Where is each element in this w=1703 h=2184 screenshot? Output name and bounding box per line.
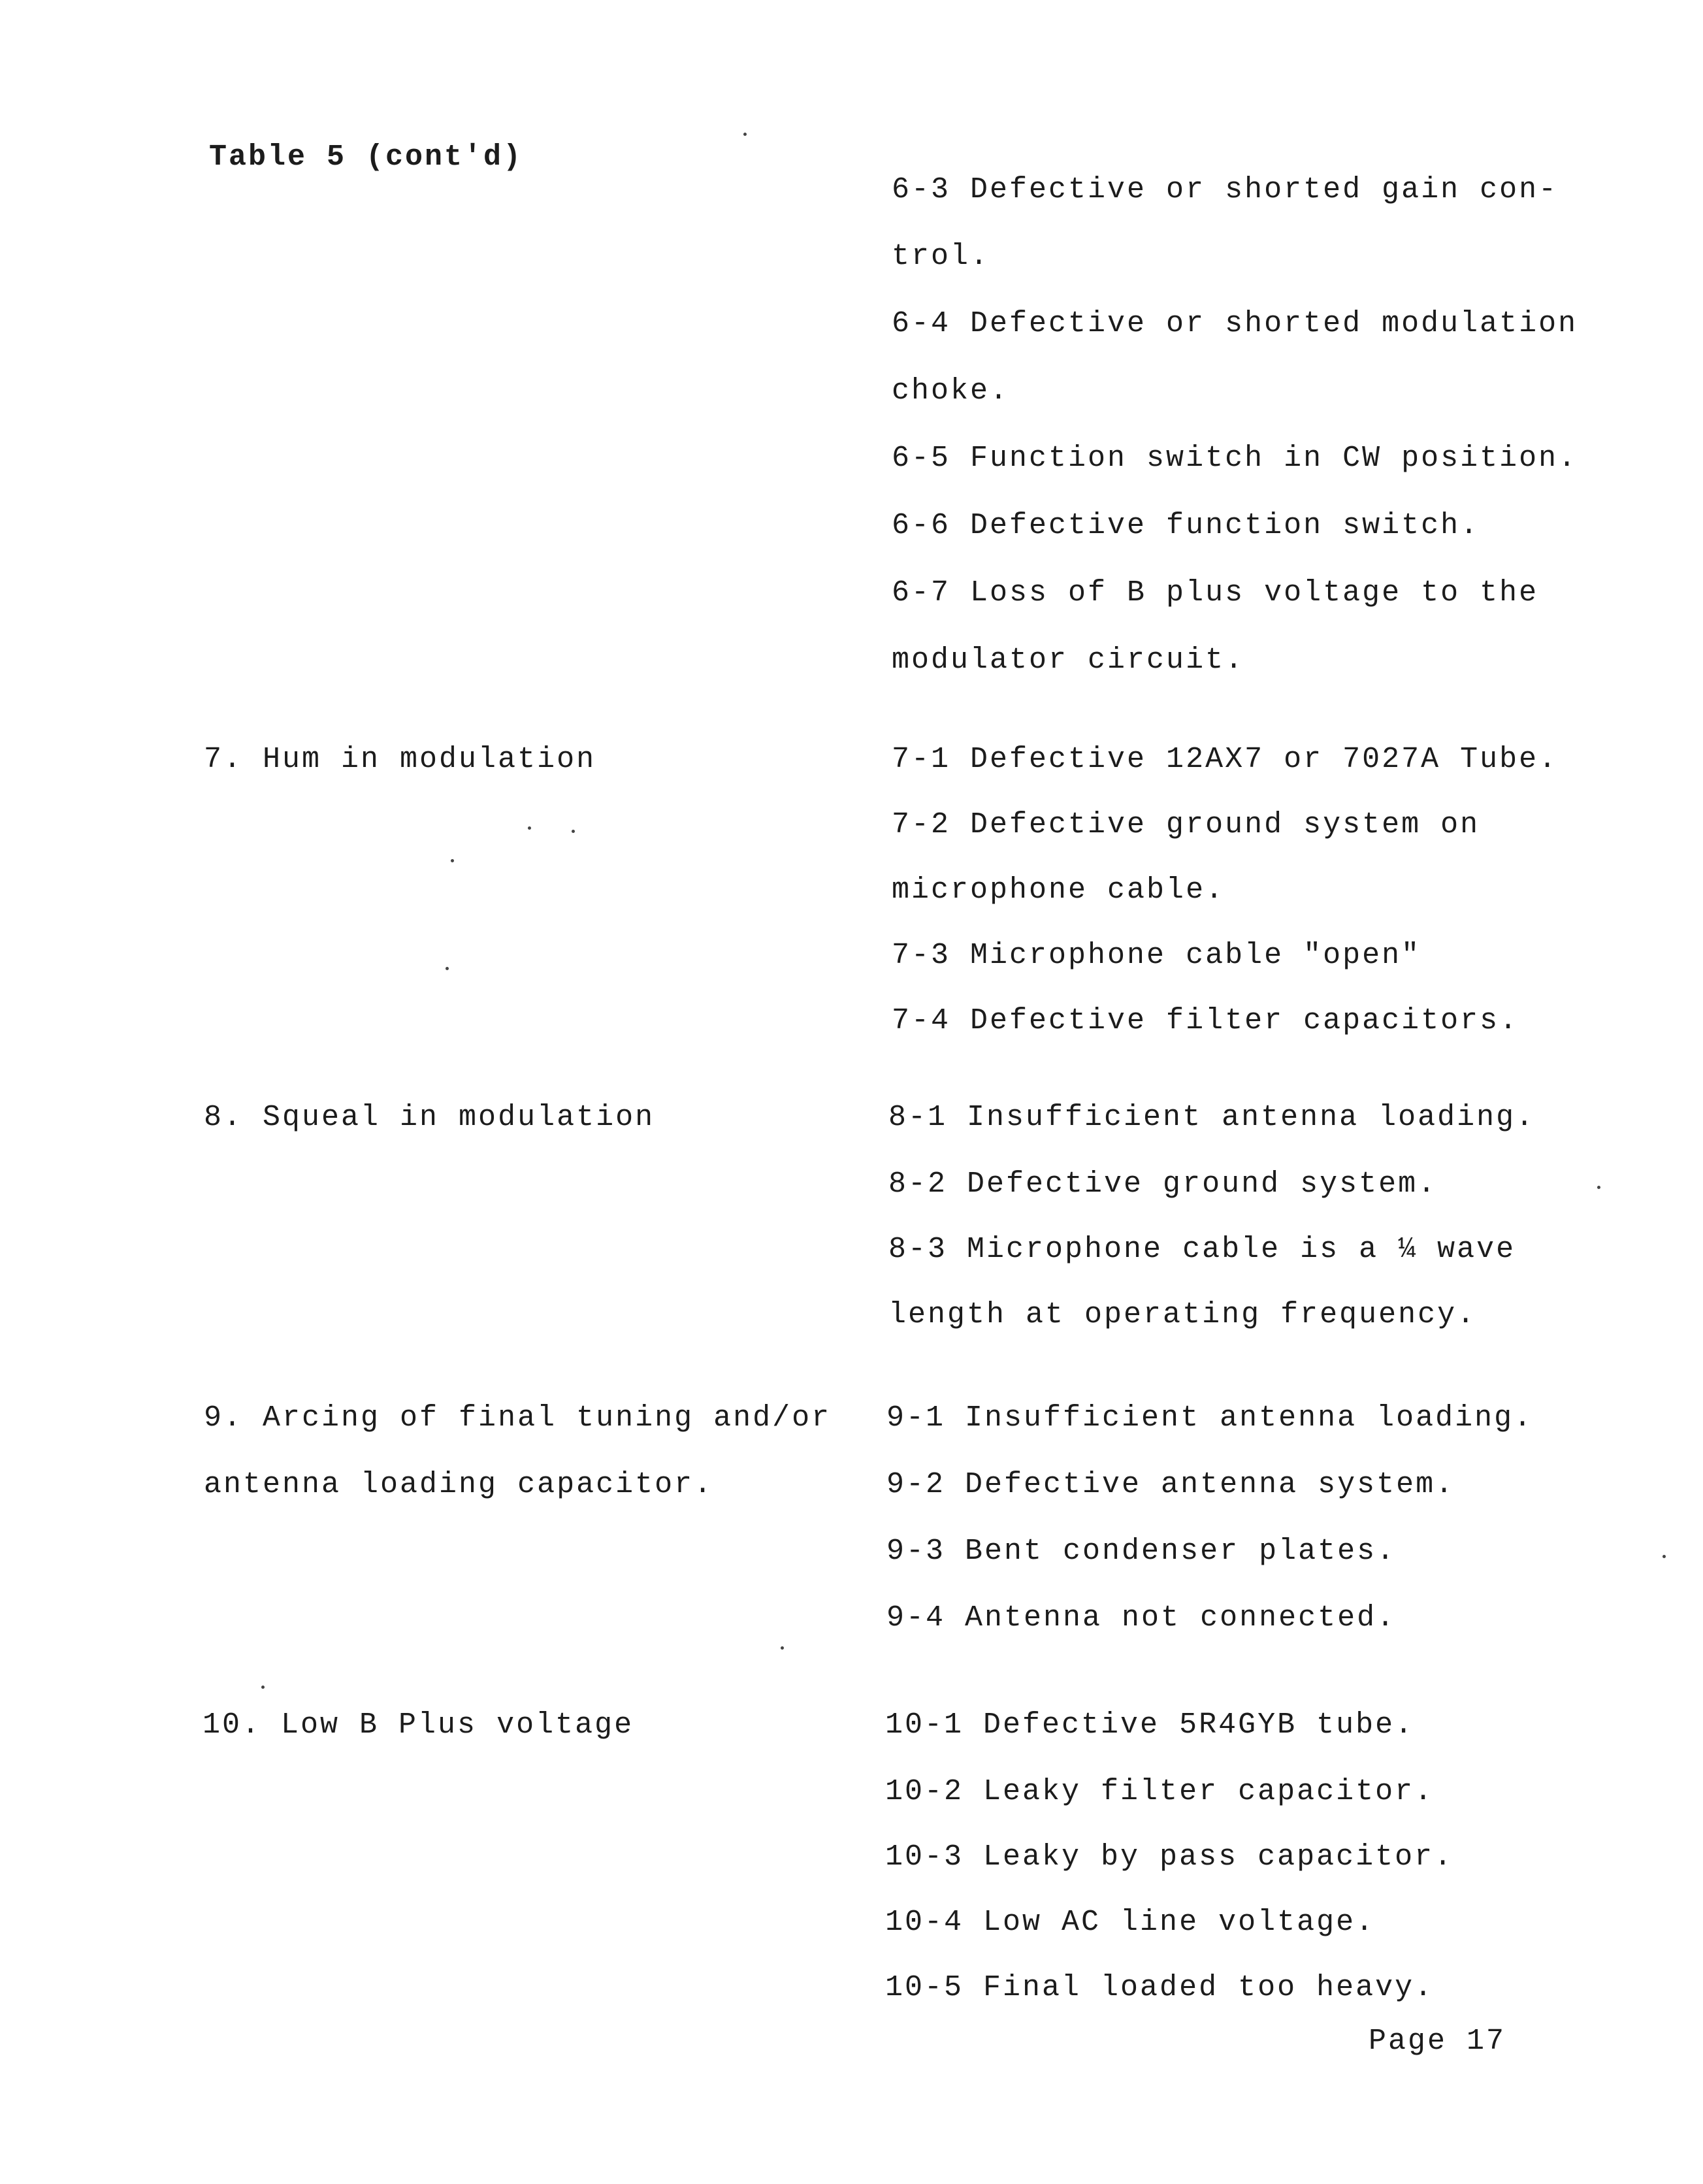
scan-speck: [1597, 1186, 1600, 1189]
cause-6-5: 6-5 Function switch in CW position.: [892, 442, 1578, 475]
trouble-8: 8. Squeal in modulation: [204, 1101, 655, 1134]
cause-8-3-line1: 8-3 Microphone cable is a ¼ wave: [888, 1233, 1516, 1266]
trouble-10: 10. Low B Plus voltage: [203, 1708, 634, 1742]
scan-speck: [451, 859, 454, 862]
cause-7-1: 7-1 Defective 12AX7 or 7027A Tube.: [892, 743, 1559, 776]
cause-6-4-line2: choke.: [892, 374, 1010, 408]
scan-speck: [1662, 1555, 1666, 1558]
cause-6-3-line2: trol.: [892, 240, 990, 273]
cause-9-2: 9-2 Defective antenna system.: [886, 1468, 1455, 1501]
page-number: Page 17: [1369, 2025, 1506, 2058]
cause-6-4-line1: 6-4 Defective or shorted modulation: [892, 307, 1578, 340]
trouble-9-line1: 9. Arcing of final tuning and/or: [204, 1401, 832, 1435]
cause-10-4: 10-4 Low AC line voltage.: [885, 1906, 1376, 1939]
cause-9-3: 9-3 Bent condenser plates.: [886, 1535, 1397, 1568]
trouble-9-line2: antenna loading capacitor.: [204, 1468, 714, 1501]
cause-8-3-line2: length at operating frequency.: [888, 1298, 1477, 1331]
cause-8-2: 8-2 Defective ground system.: [888, 1167, 1438, 1201]
scan-speck: [528, 826, 531, 830]
cause-6-7-line2: modulator circuit.: [892, 644, 1245, 677]
cause-10-1: 10-1 Defective 5R4GYB tube.: [885, 1708, 1415, 1742]
cause-10-2: 10-2 Leaky filter capacitor.: [885, 1775, 1435, 1808]
cause-6-3-line1: 6-3 Defective or shorted gain con-: [892, 173, 1559, 206]
scan-speck: [743, 133, 747, 136]
table-title: Table 5 (cont'd): [209, 140, 523, 174]
cause-10-5: 10-5 Final loaded too heavy.: [885, 1971, 1435, 2004]
cause-9-1: 9-1 Insufficient antenna loading.: [886, 1401, 1534, 1435]
trouble-7: 7. Hum in modulation: [204, 743, 596, 776]
cause-9-4: 9-4 Antenna not connected.: [886, 1601, 1397, 1635]
scan-speck: [572, 830, 575, 833]
cause-10-3: 10-3 Leaky by pass capacitor.: [885, 1840, 1454, 1874]
cause-8-1: 8-1 Insufficient antenna loading.: [888, 1101, 1536, 1134]
scan-speck: [261, 1686, 265, 1689]
cause-7-4: 7-4 Defective filter capacitors.: [892, 1004, 1519, 1037]
cause-7-2-line2: microphone cable.: [892, 873, 1225, 907]
scan-speck: [781, 1646, 784, 1650]
cause-7-3: 7-3 Microphone cable "open": [892, 939, 1421, 972]
cause-6-6: 6-6 Defective function switch.: [892, 509, 1480, 542]
cause-6-7-line1: 6-7 Loss of B plus voltage to the: [892, 576, 1539, 610]
cause-7-2-line1: 7-2 Defective ground system on: [892, 808, 1480, 841]
scan-speck: [446, 967, 449, 970]
